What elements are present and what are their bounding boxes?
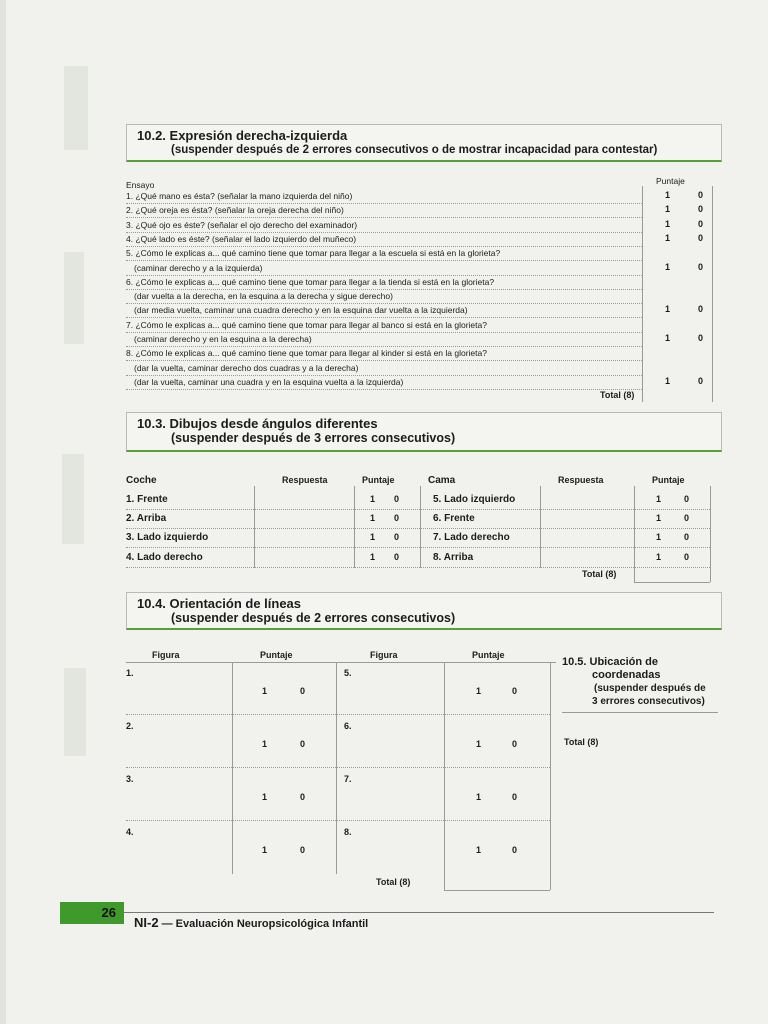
score-zero: 0 xyxy=(394,552,400,562)
score-zero: 0 xyxy=(698,333,704,343)
score-zero: 0 xyxy=(300,739,306,749)
score-one: 1 xyxy=(665,261,671,272)
row-rule xyxy=(126,547,710,548)
figure-number: 7. xyxy=(344,774,352,784)
col-figure-right: Figura xyxy=(370,650,398,660)
trial-text: 5. ¿Cómo le explicas a... qué camino tiene que tomar para llegar a la escuela si está en la glorieta? xyxy=(126,248,501,259)
score-one: 1 xyxy=(370,532,376,542)
book-code: NI-2 xyxy=(134,915,159,930)
score-zero: 0 xyxy=(300,686,306,696)
grid-line xyxy=(254,486,255,568)
row-rule xyxy=(126,509,710,510)
section-10-3-header xyxy=(126,412,722,452)
grid-line xyxy=(420,486,421,568)
score-one: 1 xyxy=(370,513,376,523)
score-one: 1 xyxy=(665,204,671,215)
figure-number: 4. xyxy=(126,827,134,837)
col-trial-header: Ensayo xyxy=(126,180,155,190)
score-one: 1 xyxy=(665,218,671,229)
page xyxy=(6,0,768,1024)
row-rule xyxy=(126,389,642,390)
score-one: 1 xyxy=(656,552,662,562)
score-zero: 0 xyxy=(394,532,400,542)
footer-title xyxy=(134,915,368,930)
car-item-label: 4. Lado derecho xyxy=(126,552,203,563)
row-rule xyxy=(126,260,642,261)
bed-item-label: 7. Lado derecho xyxy=(433,532,510,543)
book-title: — Evaluación Neuropsicológica Infantil xyxy=(161,918,369,930)
trial-text: 8. ¿Cómo le explicas a... qué camino tiene que tomar para llegar al kinder si está en la glorieta? xyxy=(126,348,487,359)
bleed-through-mark xyxy=(64,66,88,150)
trial-text: (caminar derecho y a la izquierda) xyxy=(134,262,263,273)
trial-text: (dar la vuelta, caminar una cuadra y en la esquina vuelta a la izquierda) xyxy=(134,376,404,387)
page-number-tab xyxy=(60,902,124,924)
score-one: 1 xyxy=(262,686,268,696)
score-one: 1 xyxy=(262,739,268,749)
trial-text: (dar media vuelta, caminar una cuadra derecho y en la esquina dar vuelta a la izquierda) xyxy=(134,305,468,316)
grid-line xyxy=(634,582,710,583)
total-label: Total (8) xyxy=(564,737,599,747)
trial-text: 6. ¿Cómo le explicas a... qué camino tiene que tomar para llegar a la tienda si está en la glorieta? xyxy=(126,276,495,287)
bleed-through-mark xyxy=(64,668,86,756)
score-one: 1 xyxy=(656,532,662,542)
score-zero: 0 xyxy=(394,494,400,504)
trial-text: (caminar derecho y en la esquina a la derecha) xyxy=(134,334,312,344)
score-zero: 0 xyxy=(394,513,400,523)
row-rule xyxy=(126,528,710,529)
grid-line xyxy=(444,662,445,890)
section-10-2-header xyxy=(126,124,722,162)
score-one: 1 xyxy=(370,552,376,562)
figure-number: 8. xyxy=(344,827,352,837)
trial-text: 2. ¿Qué oreja es ésta? (señalar la oreja derecha del niño) xyxy=(126,205,344,216)
page-number: 26 xyxy=(101,905,116,920)
row-rule xyxy=(126,375,642,376)
car-item-label: 2. Arriba xyxy=(126,513,167,524)
row-rule xyxy=(126,332,642,333)
trial-text: 4. ¿Qué lado es éste? (señalar el lado izquierdo del muñeco) xyxy=(126,233,357,244)
section-10-4-subtitle: (suspender después de 2 errores consecutivos) xyxy=(171,611,456,625)
score-zero: 0 xyxy=(684,494,690,504)
row-rule xyxy=(126,714,550,715)
row-rule xyxy=(126,820,550,821)
trial-text: (dar la vuelta, caminar derecho dos cuadras y a la derecha) xyxy=(134,362,359,373)
row-rule xyxy=(126,289,642,290)
section-10-5-header xyxy=(562,656,722,708)
row-rule xyxy=(126,217,642,218)
score-zero: 0 xyxy=(512,845,518,855)
section-10-3-subtitle: (suspender después de 3 errores consecutivos) xyxy=(171,431,456,445)
score-one: 1 xyxy=(665,232,671,243)
score-column-border xyxy=(712,186,713,402)
grid-line xyxy=(354,486,355,568)
row-rule xyxy=(126,346,642,347)
score-one: 1 xyxy=(476,845,482,855)
grid-line xyxy=(232,662,233,874)
total-label: Total (8) xyxy=(600,390,635,400)
section-10-5-subtitle-line1: (suspender después de xyxy=(594,683,706,694)
score-zero: 0 xyxy=(698,218,704,229)
divider xyxy=(562,712,718,713)
score-one: 1 xyxy=(370,494,376,504)
trial-text: 1. ¿Qué mano es ésta? (señalar la mano izquierda del niño) xyxy=(126,191,353,201)
score-one: 1 xyxy=(476,739,482,749)
figure-number: 6. xyxy=(344,721,352,731)
score-zero: 0 xyxy=(512,739,518,749)
score-one: 1 xyxy=(476,792,482,802)
score-zero: 0 xyxy=(698,204,704,215)
bed-item-label: 5. Lado izquierdo xyxy=(433,494,516,505)
section-10-2-title: 10.2. Expresión derecha-izquierda xyxy=(137,128,348,143)
trial-text: (dar vuelta a la derecha, en la esquina a la derecha y sigue derecho) xyxy=(134,291,393,302)
figure-number: 1. xyxy=(126,668,134,678)
score-zero: 0 xyxy=(300,792,306,802)
figure-number: 2. xyxy=(126,721,134,731)
bed-item-label: 6. Frente xyxy=(433,513,475,524)
score-zero: 0 xyxy=(684,552,690,562)
bed-header: Cama xyxy=(428,475,456,486)
score-one: 1 xyxy=(665,190,671,200)
section-10-3-title: 10.3. Dibujos desde ángulos diferentes xyxy=(137,416,378,431)
score-zero: 0 xyxy=(698,232,704,243)
score-one: 1 xyxy=(262,792,268,802)
total-label: Total (8) xyxy=(582,569,617,579)
section-10-5-title-line2: coordenadas xyxy=(592,669,661,681)
score-zero: 0 xyxy=(512,792,518,802)
col-score-left: Puntaje xyxy=(362,475,395,485)
grid-line xyxy=(550,662,551,890)
row-rule xyxy=(126,767,550,768)
score-one: 1 xyxy=(476,686,482,696)
row-rule xyxy=(126,567,710,568)
bed-item-label: 8. Arriba xyxy=(433,552,474,563)
row-rule xyxy=(126,246,642,247)
row-rule xyxy=(126,232,642,233)
row-rule xyxy=(126,203,642,204)
score-one: 1 xyxy=(665,333,671,343)
figure-number: 3. xyxy=(126,774,134,784)
section-10-4-header xyxy=(126,592,722,630)
bleed-through-mark xyxy=(64,252,84,344)
col-response-right: Respuesta xyxy=(558,475,604,485)
car-item-label: 1. Frente xyxy=(126,494,168,505)
figure-number: 5. xyxy=(344,668,352,678)
row-rule xyxy=(126,275,642,276)
score-zero: 0 xyxy=(698,375,704,386)
col-score-right: Puntaje xyxy=(652,475,685,485)
score-one: 1 xyxy=(665,375,671,386)
col-response-left: Respuesta xyxy=(282,475,328,485)
score-zero: 0 xyxy=(684,532,690,542)
score-zero: 0 xyxy=(698,190,704,200)
grid-line xyxy=(444,890,550,891)
score-column-divider xyxy=(642,186,643,402)
grid-line xyxy=(126,662,556,663)
bleed-through-mark xyxy=(62,454,84,544)
score-one: 1 xyxy=(656,494,662,504)
section-10-5-title-line1: 10.5. Ubicación de xyxy=(562,656,658,668)
score-zero: 0 xyxy=(684,513,690,523)
col-score-left: Puntaje xyxy=(260,650,293,660)
row-rule xyxy=(126,303,642,304)
col-score-header: Puntaje xyxy=(656,176,685,186)
car-header: Coche xyxy=(126,475,157,486)
trial-text: 3. ¿Qué ojo es éste? (señalar el ojo derecho del examinador) xyxy=(126,219,358,230)
score-zero: 0 xyxy=(698,261,704,272)
car-item-label: 3. Lado izquierdo xyxy=(126,532,209,543)
score-one: 1 xyxy=(665,304,671,315)
grid-line xyxy=(540,486,541,568)
col-score-right: Puntaje xyxy=(472,650,505,660)
grid-line xyxy=(336,662,337,874)
total-label: Total (8) xyxy=(376,877,411,887)
row-rule xyxy=(126,317,642,318)
section-10-4-title: 10.4. Orientación de líneas xyxy=(137,596,302,611)
section-10-2-subtitle: (suspender después de 2 errores consecutivos o de mostrar incapacidad para contestar) xyxy=(171,144,658,156)
score-one: 1 xyxy=(262,845,268,855)
score-zero: 0 xyxy=(512,686,518,696)
grid-line xyxy=(710,486,711,582)
section-10-5-subtitle-line2: 3 errores consecutivos) xyxy=(592,696,705,707)
score-zero: 0 xyxy=(698,304,704,315)
footer-rule xyxy=(124,912,714,913)
score-one: 1 xyxy=(656,513,662,523)
row-rule xyxy=(126,360,642,361)
score-zero: 0 xyxy=(300,845,306,855)
col-figure-left: Figura xyxy=(152,650,180,660)
trial-text: 7. ¿Cómo le explicas a... qué camino tiene que tomar para llegar al banco si está en la glorieta? xyxy=(126,319,487,330)
